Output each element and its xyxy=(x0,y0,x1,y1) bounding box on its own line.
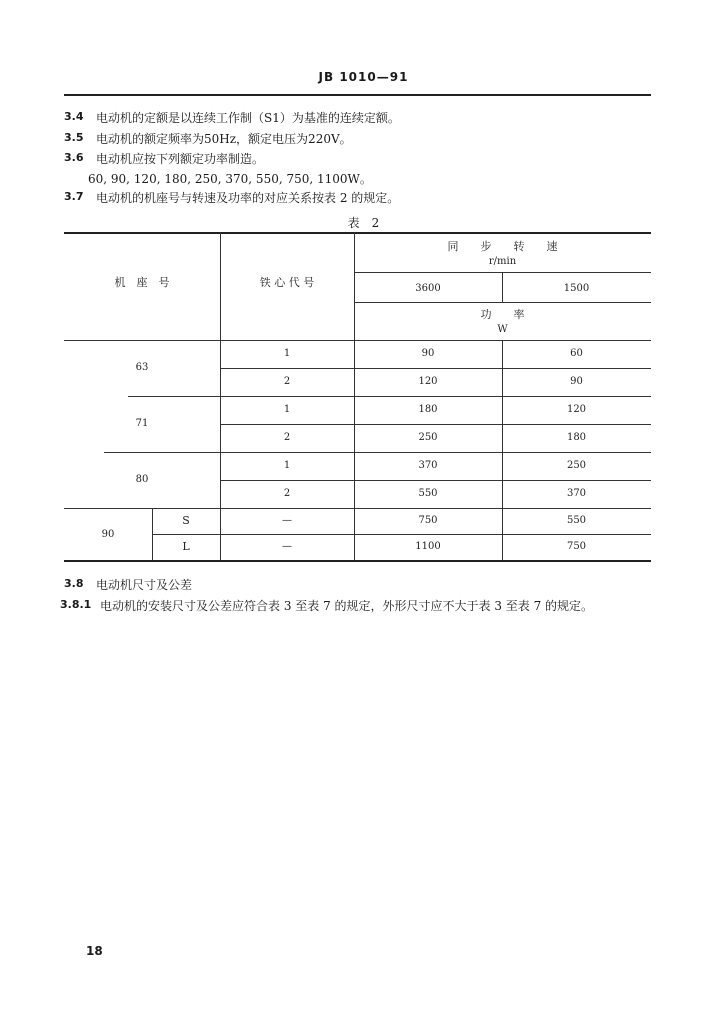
power-list: 60, 90, 120, 180, 250, 370, 550, 750, 1100W。 xyxy=(88,172,372,186)
clause-number: 3.8 xyxy=(64,577,84,590)
table-top-rule xyxy=(64,232,651,234)
power-value: 90 xyxy=(421,348,435,359)
rule xyxy=(152,534,651,535)
header-rule xyxy=(64,94,651,96)
frame-number: 90 xyxy=(101,529,115,540)
clause-text: 电动机的安装尺寸及公差应符合表 3 至表 7 的规定，外形尺寸应不大于表 3 至表 7 的规定。 xyxy=(100,599,594,613)
rule xyxy=(104,452,651,453)
power-value: 90 xyxy=(570,376,583,387)
clause-number: 3.6 xyxy=(64,151,84,164)
header-power: 功 率 xyxy=(480,308,525,321)
core-code: 1 xyxy=(283,460,291,471)
power-value: 750 xyxy=(566,541,587,552)
clause-number: 3.4 xyxy=(64,110,84,123)
clause-text: 电动机的机座号与转速及功率的对应关系按表 2 的规定。 xyxy=(96,191,400,205)
core-code: 2 xyxy=(283,376,291,387)
power-value: 550 xyxy=(418,488,438,499)
power-value: 60 xyxy=(570,348,583,359)
table-caption: 表 2 xyxy=(347,216,380,230)
core-code: — xyxy=(282,515,292,526)
header-speed-1500: 1500 xyxy=(563,283,590,294)
header-sync-speed: 同 步 转 速 xyxy=(447,240,558,253)
header-frame-number: 机 座 号 xyxy=(114,276,170,289)
length-code: S xyxy=(182,514,190,527)
rule xyxy=(220,368,651,369)
table-bottom-rule xyxy=(64,560,651,562)
power-value: 370 xyxy=(566,488,587,499)
rating-table xyxy=(64,232,651,562)
core-code: 1 xyxy=(283,348,291,359)
rule xyxy=(64,340,651,341)
clause-number: 3.5 xyxy=(64,131,84,144)
core-code: 2 xyxy=(283,488,291,499)
power-value: 550 xyxy=(566,515,587,526)
clause-text: 电动机的额定频率为50Hz，额定电压为220V。 xyxy=(96,132,352,146)
header-speed-unit: r/min xyxy=(488,256,517,267)
power-value: 1100 xyxy=(415,541,441,552)
clause-text: 电动机的定额是以连续工作制（S1）为基准的连续定额。 xyxy=(96,111,400,125)
header-power-unit: W xyxy=(497,324,508,335)
rule xyxy=(128,396,651,397)
document-code: JB 1010—91 xyxy=(318,70,409,84)
power-value: 120 xyxy=(418,376,438,387)
core-code: 2 xyxy=(283,432,291,443)
power-value: 120 xyxy=(566,404,587,415)
frame-number: 80 xyxy=(135,474,149,485)
power-value: 250 xyxy=(566,460,587,471)
clause-number: 3.8.1 xyxy=(60,598,92,611)
frame-number: 71 xyxy=(135,418,149,429)
power-value: 180 xyxy=(418,404,438,415)
power-value: 250 xyxy=(418,432,438,443)
header-speed-3600: 3600 xyxy=(415,283,441,294)
power-value: 370 xyxy=(418,460,438,471)
length-code: L xyxy=(182,540,190,553)
core-code: 1 xyxy=(283,404,291,415)
rule xyxy=(220,424,651,425)
core-code: — xyxy=(282,541,292,552)
clause-number: 3.7 xyxy=(64,190,84,203)
page-number: 18 xyxy=(86,944,103,958)
clause-text: 电动机尺寸及公差 xyxy=(96,578,193,592)
clause-text: 电动机应按下列额定功率制造。 xyxy=(96,152,265,166)
rule xyxy=(220,480,651,481)
rule xyxy=(354,302,651,303)
power-value: 750 xyxy=(418,515,438,526)
frame-number: 63 xyxy=(135,362,149,373)
header-core-code: 铁 心 代 号 xyxy=(259,276,315,289)
power-value: 180 xyxy=(566,432,587,443)
